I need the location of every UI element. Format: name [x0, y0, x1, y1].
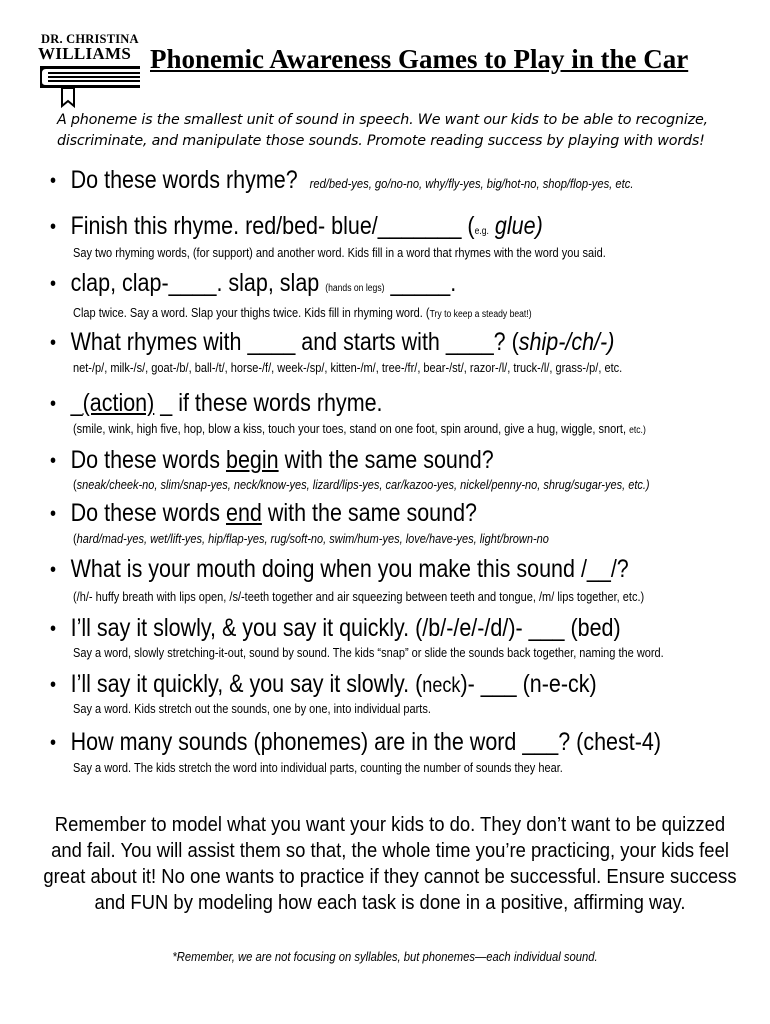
item-text: I’ll say it slowly, & you say it quickly. (/b/-/e/-/d/)- ___ (bed) [70, 614, 621, 642]
description-text: Clap twice. Say a word. Slap your thighs twice. Kids fill in rhyming word. ( [73, 305, 430, 320]
bullet-icon: • [50, 449, 57, 472]
item-description: (/h/- huffy breath with lips open, /s/-teeth together and air squeezing between teeth and tongue, /m/ lips together, etc.) [73, 589, 645, 604]
list-item [50, 166, 728, 195]
item-description [73, 477, 650, 492]
item-text: _ [70, 389, 83, 417]
item-description: Say a word. Kids stretch out the sounds, one by one, into individual parts. [73, 701, 431, 716]
item-text: Do these words [70, 446, 226, 474]
item-description [73, 305, 532, 320]
example-word: glue) [494, 212, 543, 240]
description-note: etc.) [629, 425, 646, 436]
item-text-end: with the same sound? [278, 446, 494, 474]
item-description: Say two rhyming words, (for support) and another word. Kids fill in a word that rhymes with the word you said. [73, 245, 606, 260]
bullet-icon: • [50, 392, 57, 415]
item-description: Say a word. The kids stretch the word into individual parts, counting the number of sounds they hear. [73, 760, 563, 775]
description-text: (smile, wink, high five, hop, blow a kiss, touch your toes, stand on one foot, spin around, give a hug, wiggle, snort, [73, 421, 627, 436]
example-word: neck [422, 674, 461, 697]
description-text: sneak/cheek-no, slim/snap-yes, neck/know-yes, lizard/lips-yes, car/kazoo-yes, nickel/penny-no, shrug/sugar-yes, etc.) [76, 477, 650, 492]
item-description [73, 421, 646, 436]
list-item [50, 328, 706, 375]
list-item [50, 269, 532, 320]
list-item [50, 446, 650, 492]
footnote: *Remember, we are not focusing on syllables, but phonemes—each individual sound. [172, 950, 598, 964]
item-text-end: )- ___ (n-e-ck) [460, 670, 597, 698]
description-note: Try to keep a steady beat!) [429, 309, 532, 320]
list-item [50, 212, 623, 260]
emphasis-word: begin [225, 446, 279, 474]
emphasis-word: end [225, 499, 262, 527]
bullet-icon: • [50, 673, 57, 696]
intro-paragraph: A phoneme is the smallest unit of sound in speech. We want our kids to be able to recognize, discriminate, and manipulate those sounds. Promote reading success by playing with words! [57, 112, 708, 149]
list-item [50, 614, 714, 660]
item-text: Finish this rhyme. red/bed- blue/_______ ( [70, 212, 475, 240]
item-examples: red/bed-yes, go/no-no, why/fly-yes, big/hot-no, shop/flop-yes, etc. [309, 176, 634, 191]
description-paren: ( [73, 477, 77, 492]
item-text: How many sounds (phonemes) are in the word ___? (chest-4) [70, 728, 661, 756]
bullet-icon: • [50, 731, 57, 754]
eg-label: e.g. [474, 226, 489, 237]
closing-paragraph [43, 812, 737, 916]
bullet-icon: • [50, 617, 57, 640]
logo-name-line2: WILLIAMS [38, 44, 132, 63]
item-text: Do these words rhyme? [70, 166, 298, 194]
item-text: I’ll say it quickly, & you say it slowly. ( [70, 670, 423, 698]
item-description: Say a word, slowly stretching-it-out, sound by sound. The kids “snap” or slide the sounds back together, naming the word. [73, 645, 664, 660]
list-item [50, 670, 686, 716]
item-text: Do these words [70, 499, 226, 527]
description-paren: ( [73, 531, 77, 546]
action-word: (action) [82, 389, 155, 417]
list-item [50, 499, 549, 546]
bullet-icon: • [50, 169, 57, 192]
logo [38, 30, 142, 110]
item-text: clap, clap-____. slap, slap [70, 269, 320, 297]
bullet-icon: • [50, 272, 57, 295]
bullet-icon: • [50, 502, 57, 525]
bullet-icon: • [50, 331, 57, 354]
page-title: Phonemic Awareness Games to Play in the Car [150, 44, 689, 74]
item-text-end: with the same sound? [261, 499, 478, 527]
bullet-icon: • [50, 215, 57, 238]
item-description: net-/p/, milk-/s/, goat-/b/, ball-/t/, horse-/f/, week-/sp/, kitten-/m/, tree-/fr/, bear-/st/, razor-/l/, truck-/l/, grass-/p/, etc. [73, 360, 623, 375]
list-item [50, 555, 723, 604]
logo-name-line1: DR. CHRISTINA [41, 32, 139, 46]
list-item [50, 728, 760, 775]
item-note: (hands on legs) [325, 283, 385, 294]
list-item [50, 389, 646, 436]
example-word: ship-/ch/-) [518, 328, 615, 356]
item-text-end: _____. [390, 269, 457, 297]
item-text: What is your mouth doing when you make this sound /__/? [70, 555, 629, 583]
item-description [73, 531, 549, 546]
bullet-icon: • [50, 558, 57, 581]
book-icon [38, 64, 142, 110]
closing-text: Remember to model what you want your kids to do. They don’t want to be quizzed and fail. You will assist them so that, the whole time you’re practicing, your kids feel great about it! No one wants to practice if they cannot be successful. Ensure success and FUN by modeling how each task is done in a positive, affirming way. [43, 813, 737, 914]
item-text: What rhymes with ____ and starts with ____? ( [70, 328, 519, 356]
description-text: hard/mad-yes, wet/lift-yes, hip/flap-yes, rug/soft-no, swim/hum-yes, love/have-yes, light/brown-no [76, 531, 549, 546]
item-text-end: _ if these words rhyme. [154, 389, 383, 417]
